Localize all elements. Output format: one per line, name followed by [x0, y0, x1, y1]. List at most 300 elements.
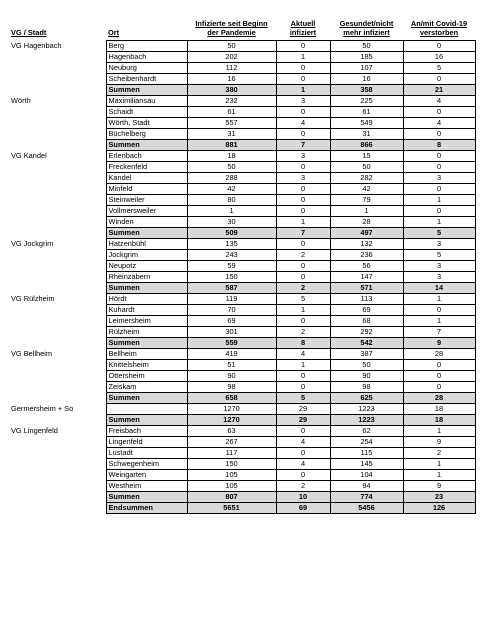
- cell-ort: Freisbach: [106, 425, 187, 436]
- cell-gesundet: 145: [330, 458, 403, 469]
- cell-infiziert: 117: [187, 447, 276, 458]
- cell-vg: [9, 227, 106, 238]
- header-infiziert: Infizierte seit Beginn der Pandemie: [195, 19, 268, 37]
- cell-ort: Büchelberg: [106, 128, 187, 139]
- cell-gesundet: 61: [330, 106, 403, 117]
- cell-ort: Knittelsheim: [106, 359, 187, 370]
- cell-verstorben: 21: [403, 84, 475, 95]
- cell-verstorben: 23: [403, 491, 475, 502]
- cell-infiziert: 267: [187, 436, 276, 447]
- cell-verstorben: 18: [403, 403, 475, 414]
- summary-row: [9, 392, 475, 403]
- cell-ort: Bellheim: [106, 348, 187, 359]
- cell-aktuell: 5: [276, 392, 330, 403]
- cell-verstorben: 0: [403, 150, 475, 161]
- table-row: [9, 359, 475, 370]
- cell-verstorben: 1: [403, 425, 475, 436]
- cell-aktuell: 0: [276, 205, 330, 216]
- table-row: [9, 480, 475, 491]
- cell-gesundet: 94: [330, 480, 403, 491]
- cell-ort: Wörth, Stadt: [106, 117, 187, 128]
- cell-verstorben: 1: [403, 194, 475, 205]
- cell-gesundet: 50: [330, 161, 403, 172]
- cell-verstorben: 9: [403, 436, 475, 447]
- cell-gesundet: 113: [330, 293, 403, 304]
- cell-vg: [9, 106, 106, 117]
- cell-infiziert: 16: [187, 73, 276, 84]
- summary-row: [9, 337, 475, 348]
- cell-ort: Schaidt: [106, 106, 187, 117]
- cell-vg: VG Hagenbach: [9, 40, 106, 51]
- cell-gesundet: 104: [330, 469, 403, 480]
- cell-infiziert: 807: [187, 491, 276, 502]
- cell-vg: [9, 84, 106, 95]
- cell-verstorben: 9: [403, 337, 475, 348]
- cell-gesundet: 147: [330, 271, 403, 282]
- summary-row: [9, 84, 475, 95]
- table-row: [9, 458, 475, 469]
- cell-infiziert: 63: [187, 425, 276, 436]
- table-row: [9, 62, 475, 73]
- cell-gesundet: 132: [330, 238, 403, 249]
- table-row: [9, 447, 475, 458]
- cell-verstorben: 0: [403, 73, 475, 84]
- cell-verstorben: 5: [403, 249, 475, 260]
- cell-aktuell: 3: [276, 150, 330, 161]
- cell-gesundet: 497: [330, 227, 403, 238]
- cell-aktuell: 0: [276, 62, 330, 73]
- total-gesundet: 5456: [330, 502, 403, 513]
- cell-infiziert: 42: [187, 183, 276, 194]
- cell-aktuell: 29: [276, 414, 330, 425]
- cell-aktuell: 10: [276, 491, 330, 502]
- cell-verstorben: 28: [403, 348, 475, 359]
- cell-verstorben: 2: [403, 447, 475, 458]
- cell-vg: [9, 359, 106, 370]
- cell-ort: Neupotz: [106, 260, 187, 271]
- cell-infiziert: 18: [187, 150, 276, 161]
- cell-verstorben: 1: [403, 458, 475, 469]
- cell-vg: [9, 73, 106, 84]
- cell-verstorben: 3: [403, 172, 475, 183]
- cell-aktuell: 1: [276, 359, 330, 370]
- cell-aktuell: 0: [276, 425, 330, 436]
- cell-ort: Lingenfeld: [106, 436, 187, 447]
- cell-vg: [9, 172, 106, 183]
- cell-ort: Berg: [106, 40, 187, 51]
- summary-row: [9, 282, 475, 293]
- cell-infiziert: 419: [187, 348, 276, 359]
- cell-gesundet: 90: [330, 370, 403, 381]
- cell-vg: [9, 62, 106, 73]
- cell-gesundet: 1: [330, 205, 403, 216]
- cell-ort: Winden: [106, 216, 187, 227]
- cell-verstorben: 5: [403, 227, 475, 238]
- cell-infiziert: 509: [187, 227, 276, 238]
- table-row: [9, 238, 475, 249]
- cell-infiziert: 69: [187, 315, 276, 326]
- cell-vg: [9, 392, 106, 403]
- table-row: [9, 106, 475, 117]
- header-vg: VG / Stadt: [11, 28, 47, 38]
- cell-ort: Ottersheim: [106, 370, 187, 381]
- cell-verstorben: 1: [403, 315, 475, 326]
- cell-aktuell: 5: [276, 293, 330, 304]
- cell-vg: Germersheim + So: [9, 403, 106, 414]
- cell-gesundet: 50: [330, 359, 403, 370]
- cell-gesundet: 1223: [330, 403, 403, 414]
- cell-vg: [9, 381, 106, 392]
- cell-ort: Westheim: [106, 480, 187, 491]
- cell-gesundet: 28: [330, 216, 403, 227]
- cell-vg: [9, 326, 106, 337]
- cell-aktuell: 4: [276, 436, 330, 447]
- cell-gesundet: 358: [330, 84, 403, 95]
- cell-aktuell: 2: [276, 282, 330, 293]
- cell-aktuell: 2: [276, 249, 330, 260]
- cell-infiziert: 1270: [187, 403, 276, 414]
- table-row: [9, 249, 475, 260]
- table-row: [9, 128, 475, 139]
- cell-infiziert: 59: [187, 260, 276, 271]
- summary-row: [9, 227, 475, 238]
- cell-ort: Jockgrim: [106, 249, 187, 260]
- cell-gesundet: 98: [330, 381, 403, 392]
- cell-gesundet: 542: [330, 337, 403, 348]
- cell-ort: Maximiliansau: [106, 95, 187, 106]
- cell-aktuell: 7: [276, 227, 330, 238]
- cell-aktuell: 1: [276, 51, 330, 62]
- cell-infiziert: 557: [187, 117, 276, 128]
- cell-aktuell: 1: [276, 304, 330, 315]
- cell-aktuell: 2: [276, 326, 330, 337]
- cell-verstorben: 0: [403, 106, 475, 117]
- cell-vg: [9, 304, 106, 315]
- cell-infiziert: 301: [187, 326, 276, 337]
- cell-ort: Zeiskam: [106, 381, 187, 392]
- cell-vg: VG Kandel: [9, 150, 106, 161]
- cell-verstorben: 0: [403, 40, 475, 51]
- cell-infiziert: 61: [187, 106, 276, 117]
- cell-gesundet: 387: [330, 348, 403, 359]
- cell-aktuell: 0: [276, 469, 330, 480]
- cell-infiziert: 80: [187, 194, 276, 205]
- cell-verstorben: 18: [403, 414, 475, 425]
- cell-vg: VG Lingenfeld: [9, 425, 106, 436]
- cell-verstorben: 1: [403, 469, 475, 480]
- cell-infiziert: 70: [187, 304, 276, 315]
- total-infiziert: 5651: [187, 502, 276, 513]
- header-verstorben: An/mit Covid-19 verstorben: [410, 19, 468, 37]
- cell-gesundet: 549: [330, 117, 403, 128]
- cell-aktuell: 0: [276, 106, 330, 117]
- cell-infiziert: 105: [187, 480, 276, 491]
- total-row: [9, 502, 475, 513]
- cell-vg: Wörth: [9, 95, 106, 106]
- cell-aktuell: 0: [276, 73, 330, 84]
- covid-table: [9, 8, 476, 514]
- header-row: [9, 8, 475, 40]
- cell-ort: Scheibenhardt: [106, 73, 187, 84]
- cell-vg: [9, 161, 106, 172]
- cell-gesundet: 292: [330, 326, 403, 337]
- cell-aktuell: 1: [276, 84, 330, 95]
- cell-verstorben: 3: [403, 260, 475, 271]
- cell-aktuell: 0: [276, 370, 330, 381]
- cell-verstorben: 3: [403, 238, 475, 249]
- cell-gesundet: 254: [330, 436, 403, 447]
- cell-vg: [9, 469, 106, 480]
- cell-verstorben: 7: [403, 326, 475, 337]
- cell-ort: Hördt: [106, 293, 187, 304]
- table-row: [9, 172, 475, 183]
- cell-aktuell: 4: [276, 348, 330, 359]
- table-row: [9, 150, 475, 161]
- cell-infiziert: 90: [187, 370, 276, 381]
- cell-verstorben: 0: [403, 304, 475, 315]
- cell-infiziert: 202: [187, 51, 276, 62]
- cell-aktuell: 0: [276, 260, 330, 271]
- cell-verstorben: 16: [403, 51, 475, 62]
- table-row: [9, 216, 475, 227]
- table-row: [9, 95, 475, 106]
- table-row: [9, 194, 475, 205]
- cell-gesundet: 115: [330, 447, 403, 458]
- cell-infiziert: 150: [187, 271, 276, 282]
- cell-aktuell: 3: [276, 95, 330, 106]
- table-row: [9, 436, 475, 447]
- cell-vg: [9, 271, 106, 282]
- table-row: [9, 348, 475, 359]
- cell-ort: Summen: [106, 337, 187, 348]
- cell-aktuell: 0: [276, 183, 330, 194]
- header-gesundet: Gesundet/nicht mehr infiziert: [339, 19, 394, 37]
- cell-vg: [9, 480, 106, 491]
- cell-vg: [9, 216, 106, 227]
- total-aktuell: 69: [276, 502, 330, 513]
- table-row: [9, 381, 475, 392]
- cell-verstorben: 0: [403, 370, 475, 381]
- table-row: [9, 403, 475, 414]
- cell-vg: [9, 205, 106, 216]
- cell-vg: [9, 282, 106, 293]
- cell-ort: Erlenbach: [106, 150, 187, 161]
- cell-verstorben: 0: [403, 128, 475, 139]
- cell-aktuell: 7: [276, 139, 330, 150]
- cell-gesundet: 79: [330, 194, 403, 205]
- cell-gesundet: 62: [330, 425, 403, 436]
- cell-gesundet: 15: [330, 150, 403, 161]
- cell-gesundet: 236: [330, 249, 403, 260]
- cell-ort: Neuburg: [106, 62, 187, 73]
- cell-aktuell: 3: [276, 172, 330, 183]
- table-row: [9, 183, 475, 194]
- cell-aktuell: 0: [276, 447, 330, 458]
- cell-ort: Summen: [106, 139, 187, 150]
- cell-verstorben: 8: [403, 139, 475, 150]
- cell-verstorben: 3: [403, 271, 475, 282]
- cell-ort: Vollmersweiler: [106, 205, 187, 216]
- cell-ort: Summen: [106, 84, 187, 95]
- table-row: [9, 315, 475, 326]
- cell-ort: Kuhardt: [106, 304, 187, 315]
- cell-vg: [9, 502, 106, 513]
- cell-infiziert: 98: [187, 381, 276, 392]
- table-row: [9, 425, 475, 436]
- cell-gesundet: 625: [330, 392, 403, 403]
- cell-aktuell: 0: [276, 128, 330, 139]
- spreadsheet: [9, 8, 475, 514]
- cell-aktuell: 0: [276, 40, 330, 51]
- cell-gesundet: 571: [330, 282, 403, 293]
- cell-aktuell: 8: [276, 337, 330, 348]
- cell-infiziert: 559: [187, 337, 276, 348]
- cell-vg: VG Bellheim: [9, 348, 106, 359]
- cell-verstorben: 9: [403, 480, 475, 491]
- summary-row: [9, 139, 475, 150]
- cell-ort: Leimersheim: [106, 315, 187, 326]
- table-row: [9, 304, 475, 315]
- cell-infiziert: 587: [187, 282, 276, 293]
- cell-ort: Rülzheim: [106, 326, 187, 337]
- table-row: [9, 117, 475, 128]
- cell-ort: Summen: [106, 227, 187, 238]
- cell-vg: [9, 337, 106, 348]
- cell-gesundet: 774: [330, 491, 403, 502]
- cell-infiziert: 50: [187, 40, 276, 51]
- cell-gesundet: 185: [330, 51, 403, 62]
- cell-vg: [9, 249, 106, 260]
- table-row: [9, 260, 475, 271]
- cell-verstorben: 1: [403, 216, 475, 227]
- cell-verstorben: 0: [403, 183, 475, 194]
- cell-ort: [106, 403, 187, 414]
- table-row: [9, 205, 475, 216]
- cell-infiziert: 658: [187, 392, 276, 403]
- cell-verstorben: 4: [403, 95, 475, 106]
- table-row: [9, 161, 475, 172]
- cell-aktuell: 0: [276, 315, 330, 326]
- cell-verstorben: 1: [403, 293, 475, 304]
- cell-infiziert: 243: [187, 249, 276, 260]
- table-row: [9, 370, 475, 381]
- cell-gesundet: 282: [330, 172, 403, 183]
- cell-gesundet: 16: [330, 73, 403, 84]
- table-row: [9, 326, 475, 337]
- cell-aktuell: 29: [276, 403, 330, 414]
- cell-ort: Rheinzabern: [106, 271, 187, 282]
- cell-ort: Kandel: [106, 172, 187, 183]
- cell-vg: [9, 414, 106, 425]
- summary-row: [9, 414, 475, 425]
- cell-verstorben: 4: [403, 117, 475, 128]
- total-verstorben: 126: [403, 502, 475, 513]
- cell-vg: [9, 447, 106, 458]
- cell-verstorben: 28: [403, 392, 475, 403]
- cell-gesundet: 31: [330, 128, 403, 139]
- summary-row: [9, 491, 475, 502]
- header-ort: Ort: [108, 27, 120, 37]
- cell-aktuell: 0: [276, 194, 330, 205]
- cell-infiziert: 1: [187, 205, 276, 216]
- cell-vg: [9, 491, 106, 502]
- cell-vg: [9, 117, 106, 128]
- cell-verstorben: 0: [403, 205, 475, 216]
- cell-infiziert: 150: [187, 458, 276, 469]
- cell-vg: [9, 51, 106, 62]
- cell-infiziert: 50: [187, 161, 276, 172]
- cell-ort: Hagenbach: [106, 51, 187, 62]
- cell-aktuell: 0: [276, 238, 330, 249]
- cell-gesundet: 42: [330, 183, 403, 194]
- cell-gesundet: 866: [330, 139, 403, 150]
- cell-ort: Steinweiler: [106, 194, 187, 205]
- cell-verstorben: 5: [403, 62, 475, 73]
- table-row: [9, 271, 475, 282]
- cell-infiziert: 288: [187, 172, 276, 183]
- cell-infiziert: 135: [187, 238, 276, 249]
- cell-infiziert: 119: [187, 293, 276, 304]
- cell-gesundet: 225: [330, 95, 403, 106]
- table-body: [9, 40, 475, 513]
- cell-aktuell: 0: [276, 381, 330, 392]
- cell-ort: Summen: [106, 414, 187, 425]
- cell-verstorben: 0: [403, 381, 475, 392]
- cell-aktuell: 4: [276, 458, 330, 469]
- cell-ort: Weingarten: [106, 469, 187, 480]
- table-row: [9, 51, 475, 62]
- cell-infiziert: 881: [187, 139, 276, 150]
- cell-gesundet: 69: [330, 304, 403, 315]
- cell-vg: VG Rülzheim: [9, 293, 106, 304]
- cell-ort: Summen: [106, 491, 187, 502]
- cell-verstorben: 14: [403, 282, 475, 293]
- cell-aktuell: 1: [276, 216, 330, 227]
- total-ort: Endsummen: [106, 502, 187, 513]
- cell-gesundet: 68: [330, 315, 403, 326]
- cell-vg: [9, 183, 106, 194]
- cell-gesundet: 1223: [330, 414, 403, 425]
- cell-ort: Summen: [106, 392, 187, 403]
- cell-infiziert: 112: [187, 62, 276, 73]
- cell-gesundet: 107: [330, 62, 403, 73]
- cell-ort: Lustadt: [106, 447, 187, 458]
- cell-gesundet: 56: [330, 260, 403, 271]
- cell-infiziert: 232: [187, 95, 276, 106]
- cell-ort: Minfeld: [106, 183, 187, 194]
- cell-infiziert: 1270: [187, 414, 276, 425]
- cell-vg: [9, 315, 106, 326]
- cell-vg: [9, 128, 106, 139]
- cell-vg: [9, 458, 106, 469]
- cell-ort: Schwegenheim: [106, 458, 187, 469]
- cell-infiziert: 105: [187, 469, 276, 480]
- table-row: [9, 40, 475, 51]
- cell-vg: [9, 194, 106, 205]
- cell-vg: [9, 370, 106, 381]
- cell-aktuell: 0: [276, 271, 330, 282]
- table-row: [9, 73, 475, 84]
- cell-ort: Freckenfeld: [106, 161, 187, 172]
- cell-ort: Summen: [106, 282, 187, 293]
- cell-aktuell: 2: [276, 480, 330, 491]
- cell-infiziert: 31: [187, 128, 276, 139]
- cell-vg: [9, 139, 106, 150]
- cell-vg: [9, 260, 106, 271]
- cell-infiziert: 380: [187, 84, 276, 95]
- cell-vg: [9, 436, 106, 447]
- cell-aktuell: 4: [276, 117, 330, 128]
